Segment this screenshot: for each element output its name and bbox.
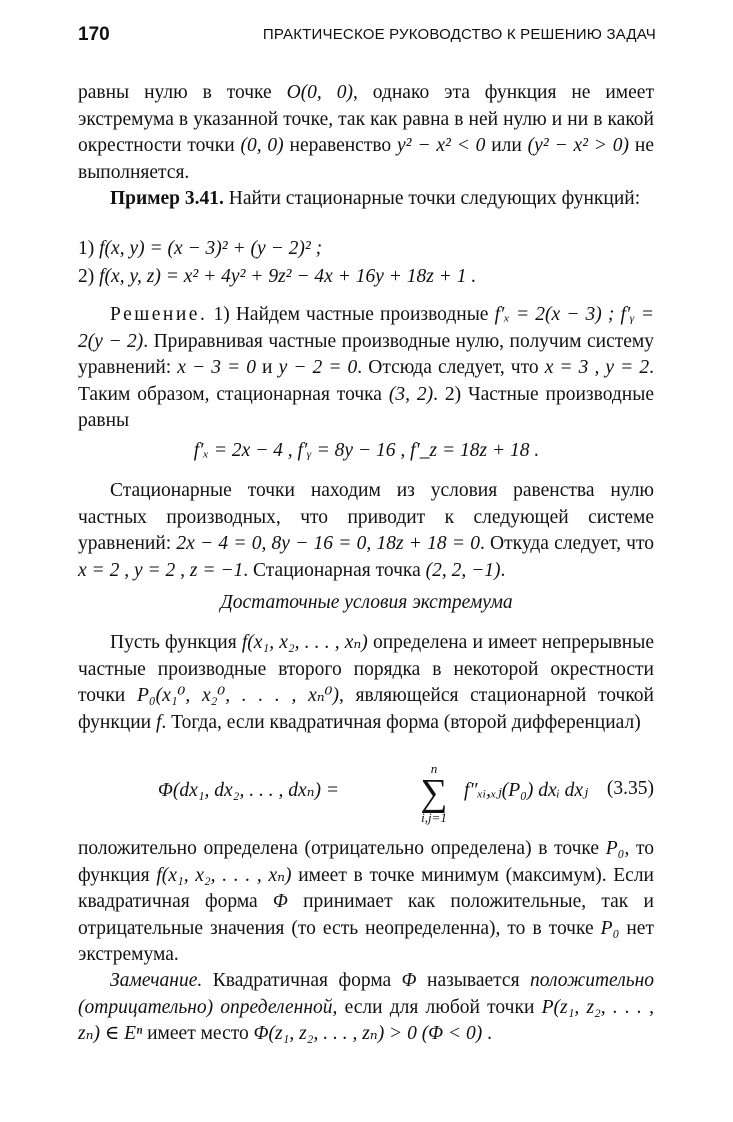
example-label: Пример 3.41. — [110, 188, 224, 209]
sufficient-conditions-paragraph: Пусть функция f(x₁, x₂, . . . , xₙ) определена и имеет непрерывные частные производные второго порядка в некоторой окрестности точки P₀(x₁⁰, x₂⁰, . . . , xₙ⁰), являющейся стационарной точкой функции f. Тогда, если квадратичная форма (второй дифференциал) — [78, 632, 654, 733]
sigma-icon: ∑ — [420, 772, 448, 814]
page-number: 170 — [78, 24, 110, 45]
solution-paragraph: Решение. 1) Найдем частные производные f′ₓ = 2(x − 3) ; f′ᵧ = 2(y − 2). Приравнивая частные производные нулю, получим систему уравнений: x − 3 = 0 и y − 2 = 0. Отсюда следует, что x = 3 , y = 2. Таким образом, стационарная точка (3, 2). 2) Частные производные равны — [78, 304, 655, 432]
example-paragraph: Пример 3.41. Найти стационарные точки следующих функций: — [110, 188, 641, 209]
example-function-1: 1) f(x, y) = (x − 3)² + (y − 2)² ; — [78, 238, 323, 259]
example-function-2: 2) f(x, y, z) = x² + 4y² + 9z² − 4x + 16y + 18z + 1 . — [78, 266, 477, 287]
partial-derivatives-formula: f′ₓ = 2x − 4 , f′ᵧ = 8y − 16 , f′_z = 18z + 18 . — [193, 440, 540, 461]
remark-label: Замечание. — [110, 970, 203, 991]
solution-label: Решение. — [110, 304, 208, 325]
remark-emphasis: положительно (отрицательно) определенной — [78, 970, 654, 1018]
sum-upper-limit: n — [430, 761, 438, 776]
intro-paragraph: равны нулю в точке O(0, 0), однако эта функция не имеет экстремума в указанной точке, так как равна в ней нулю и ни в какой окрестности точки (0, 0) неравенство y² − x² < 0 или (y² − x² > 0) не выполняется. — [78, 82, 654, 183]
formula-lhs: Φ(dx₁, dx₂, . . . , dxₙ) = — [158, 780, 340, 801]
conclusion-paragraph: положительно определена (отрицательно определена) в точке P₀, то функция f(x₁, x₂, . . . , xₙ) имеет в точке минимум (максимум). Если квадратичная форма Φ принимает как положительные, так и отрицательные значения (то есть неопределенна), то в точке P₀ нет экстремума. — [78, 838, 655, 966]
section-title: Достаточные условия экстремума — [220, 592, 513, 613]
sum-lower-limit: i,j=1 — [421, 810, 447, 825]
equation-number: (3.35) — [606, 778, 654, 799]
remark-paragraph: Замечание. Квадратичная форма Φ называется положительно (отрицательно) определенной, если для любой точки P(z₁, z₂, . . . , zₙ) ∈ Eⁿ имеет место Φ(z₁, z₂, . . . , zₙ) > 0 (Φ < 0) . — [78, 970, 654, 1045]
formula-rhs: f″ₓᵢ,ₓⱼ(P₀) dxᵢ dxⱼ — [464, 780, 589, 801]
quadratic-form-formula — [78, 762, 654, 828]
summation-sign — [408, 762, 460, 826]
page-header — [78, 24, 656, 54]
running-title: ПРАКТИЧЕСКОЕ РУКОВОДСТВО К РЕШЕНИЮ ЗАДАЧ — [262, 26, 656, 43]
stationary-paragraph: Стационарные точки находим из условия равенства нулю частных производных, что приводит к следующей системе уравнений: 2x − 4 = 0, 8y − 16 = 0, 18z + 18 = 0. Откуда следует, что x = 2 , y = 2 , z = −1. Стационарная точка (2, 2, −1). — [78, 480, 654, 581]
